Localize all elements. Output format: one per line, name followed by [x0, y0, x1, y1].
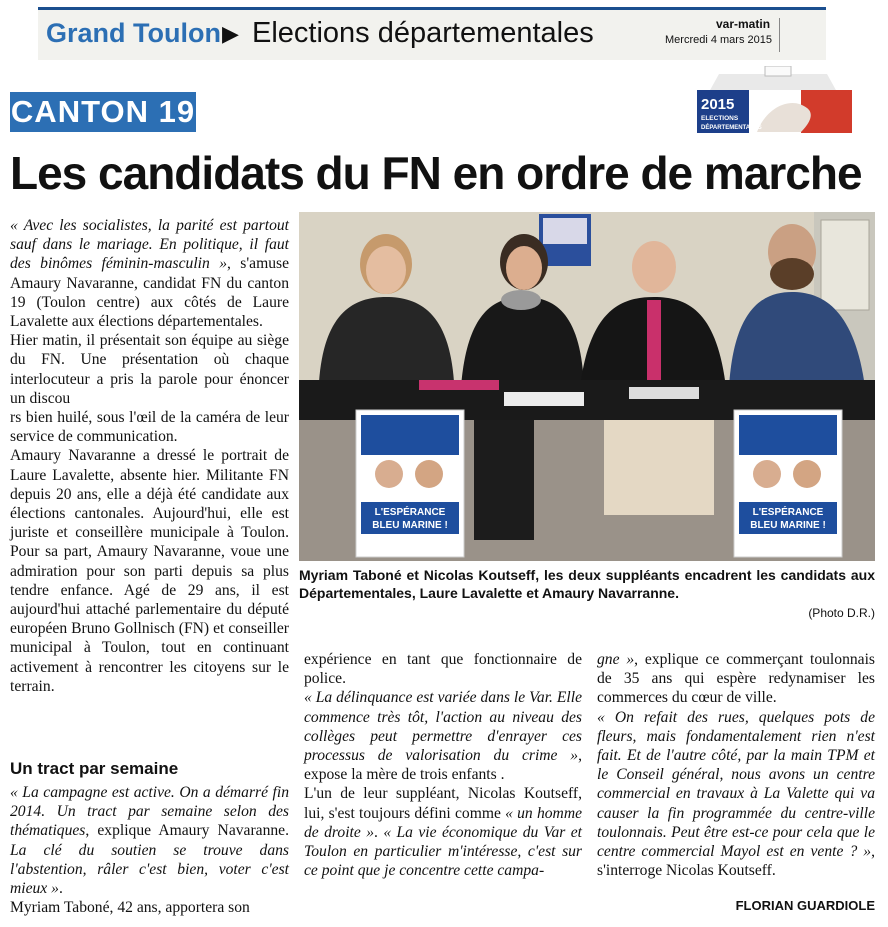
- article-column-3: [597, 650, 875, 880]
- article-author: FLORIAN GUARDIOLE: [735, 898, 875, 913]
- paragraph: [10, 783, 289, 898]
- article-headline: Les candidats du FN en ordre de marche: [10, 147, 862, 199]
- banner-divider: [779, 18, 780, 52]
- paragraph: Hier matin, il présentait son équipe au siège du FN. Une présentation où chaque interlocuteur a pris la parole pour énoncer un discou: [10, 332, 289, 407]
- canton-label: CANTON 19: [10, 92, 196, 132]
- elections-logo: [697, 66, 852, 133]
- paragraph: Myriam Taboné, 42 ans, apportera son: [10, 899, 250, 917]
- paragraph: [597, 650, 875, 708]
- paragraph: [304, 688, 582, 784]
- quote-text: gne »: [597, 651, 635, 668]
- publication-date: Mercredi 4 mars 2015: [665, 34, 772, 46]
- section-title: Grand Toulon: [46, 18, 221, 48]
- quote-text: « Avec les socialistes, la parité est partout sauf dans le mariage. En politique, il faut des binômes féminin-masculin »: [10, 217, 289, 273]
- logo-year: 2015: [701, 96, 735, 113]
- article-column-1-bottom: [10, 783, 289, 917]
- quote-text: La clé du soutien se trouve dans l'abstention, râler c'est bien, voter c'est mieux »: [10, 841, 289, 898]
- article-column-2: [304, 650, 582, 880]
- poster-right-slogan-1: L'ESPÉRANCE: [752, 507, 824, 518]
- paragraph: rs bien huilé, sous l'œil de la caméra de leur service de communication.: [10, 409, 289, 446]
- paragraph-text: , s'amuse Amaury Navaranne, candidat FN du canton 19 (Toulon centre) aux côtés de Laure Lavalette aux élections départementales.: [10, 255, 290, 331]
- paragraph-text: .: [58, 880, 63, 898]
- poster-left-slogan-1: L'ESPÉRANCE: [374, 507, 446, 518]
- subheading: Un tract par semaine: [10, 759, 179, 778]
- poster-left-slogan-2: BLEU MARINE !: [372, 520, 448, 531]
- paragraph-text: , expose la mère de trois enfants .: [304, 747, 582, 784]
- quote-text: « La campagne est active. On a démarré fin 2014. Un tract par semaine selon des thématiques: [10, 784, 289, 840]
- quote-text: « La vie économique du Var et Toulon en particulier m'intéresse, c'est sur ce point que je concentre cette campa-: [304, 823, 583, 880]
- paragraph-text: L'un de leur suppléant, Nicolas Koutseff, lui, s'est toujours défini comme: [304, 785, 582, 822]
- candidates-photo: [299, 212, 875, 561]
- paragraph-text: , s'interroge Nicolas Koutseff.: [597, 843, 875, 880]
- paragraph-text: , explique Amaury Navaranne.: [85, 822, 289, 840]
- newspaper-name: var-matin: [716, 17, 771, 31]
- paragraph: [10, 216, 289, 331]
- paragraph: [304, 784, 582, 880]
- triangle-right-icon: ▶: [222, 22, 239, 47]
- quote-text: « un homme de droite »: [304, 804, 582, 841]
- paragraph: Amaury Navaranne a dressé le portrait de Laure Lavalette, absente hier. Militante FN depuis 20 ans, elle a déjà été candidate aux élections cantonales. Aujourd'hui, elle est juriste et conseillère municipale à Toulon. Pour sa part, Amaury Navaranne, voue une admiration pour son parti depuis sa plus tendre enfance. Agé de 29 ans, il est aujourd'hui attaché parlementaire du député européen Bruno Gollnisch (FN) et conseiller municipal à Toulon, tout en continuant activement à rencontrer les citoyens sur le terrain.: [10, 447, 289, 695]
- article-column-1: [10, 216, 289, 696]
- photo-caption: Myriam Taboné et Nicolas Koutseff, les deux suppléants encadrent les candidats aux Départementales, Laure Lavalette et Amaury Navarranne.: [299, 567, 875, 601]
- quote-text: « La délinquance est variée dans le Var. Elle commence très tôt, l'action au niveau des collèges peut permettre d'enrayer ces processus de valorisation du crime »: [304, 689, 582, 765]
- photo-credit: (Photo D.R.): [808, 606, 875, 620]
- paragraph-text: , explique ce commerçant toulonnais de 35 ans qui espère redynamiser les commerces du cœur de ville.: [597, 651, 875, 707]
- paragraph: expérience en tant que fonctionnaire de police.: [304, 651, 582, 688]
- paragraph: [597, 708, 875, 881]
- logo-line2: DÉPARTEMENTALES: [701, 125, 762, 131]
- poster-right-slogan-2: BLEU MARINE !: [750, 520, 826, 531]
- logo-line1: ELECTIONS: [701, 115, 739, 122]
- subsection-title: Elections départementales: [252, 17, 594, 49]
- quote-text: « On refait des rues, quelques pots de fleurs, mais fondamentalement rien n'est fait. Et de l'autre côté, par la main TPM et le Conseil général, nous avons un centre commercial en travaux à La Valette qui va causer la fin programmée du centre-ville toulonnais. Peut être est-ce pour cela que le centre commercial Mayol est en vente ? »: [597, 708, 875, 861]
- paragraph-text: .: [374, 823, 384, 841]
